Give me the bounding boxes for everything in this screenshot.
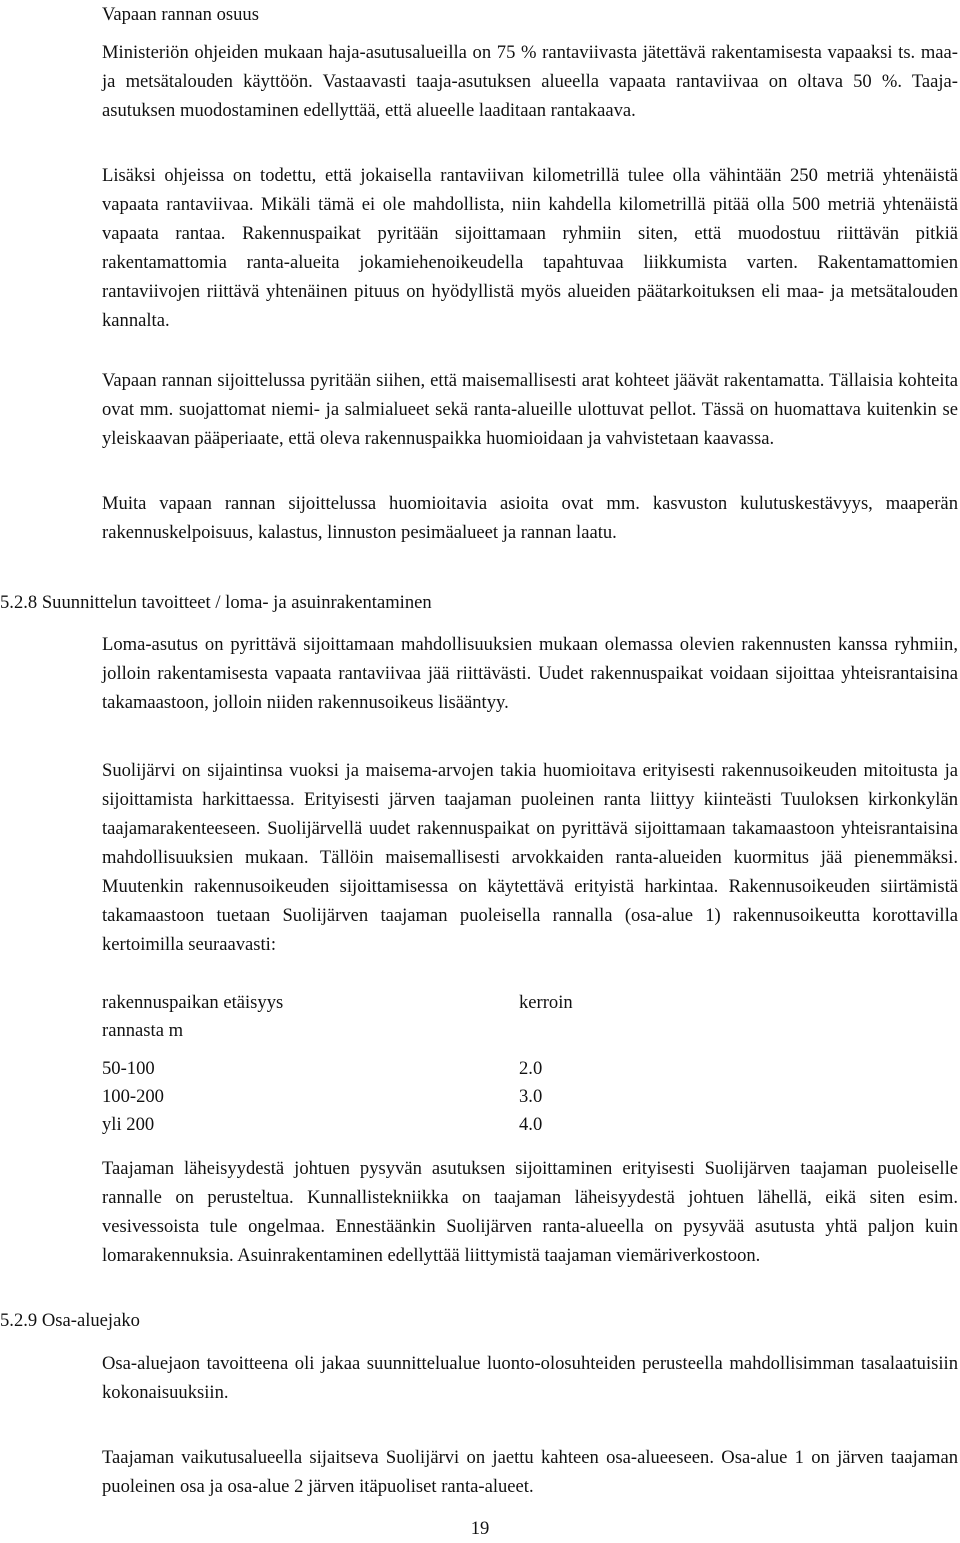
table-row: 100-200 3.0 xyxy=(102,1086,543,1107)
section-heading-5-2-9: 5.2.9 Osa-aluejako xyxy=(0,1310,140,1331)
table-header-row xyxy=(102,1016,602,1044)
paragraph: Osa-aluejaon tavoitteena oli jakaa suunnittelualue luonto-olosuhteiden perusteella mahdollisimman tasalaatuisiin kokonaisuuksiin. xyxy=(102,1353,958,1403)
coefficient-table xyxy=(102,988,602,1138)
paragraph: Ministeriön ohjeiden mukaan haja-asutusalueilla on 75 % rantaviivasta jätettävä rakentamisesta vapaaksi ts. maa- ja metsätalouden käyttöön. Vastaavasti taaja-asutuksen alueella vapaata rantaviivaa on oltava 50 %. Taaja-asutuksen muodostaminen edellyttää, että alueelle laaditaan rantakaava. xyxy=(102,42,958,121)
paragraph: Suolijärvi on sijaintinsa vuoksi ja maisema-arvojen takia huomioitava erityisesti rakennusoikeuden mitoitusta ja sijoittamista harkittaessa. Erityisesti järven taajaman puoleinen ranta liittyy kiinteästi Tuuloksen kirkonkylän taajamarakenteeseen. Suolijärvellä uudet rakennuspaikat on pyrittävä sijoittamaan takamaastoon yhteisrantaisina mahdollisuuksien mukaan. Tällöin maisemallisesti arvokkaiden ranta-alueiden kuormitus jää pienemmäksi. Muutenkin rakennusoikeuden sijoittamisessa on käytettävä erityistä harkintaa. Rakennusoikeuden siirtämistä takamaastoon tuetaan Suolijärven taajaman puoleisella rannalla (osa-alue 1) rakennusoikeutta korottavilla kertoimilla seuraavasti: xyxy=(102,760,958,955)
table-row: 50-100 2.0 xyxy=(102,1058,543,1079)
paragraph: Vapaan rannan sijoittelussa pyritään siihen, että maisemallisesti arat kohteet jäävät rakentamatta. Tällaisia kohteita ovat mm. suojattomat niemi- ja salmialueet sekä ranta-alueille ulottuvat pellot. Tässä on huomattava kuitenkin se yleiskaavan pääperiaate, että oleva rakennuspaikka huomioidaan ja vahvistetaan kaavassa. xyxy=(102,370,958,449)
section-heading-5-2-8: 5.2.8 Suunnittelun tavoitteet / loma- ja asuinrakentaminen xyxy=(0,592,432,613)
paragraph: Lisäksi ohjeissa on todettu, että jokaisella rantaviivan kilometrillä tulee olla vähintään 250 metriä yhtenäistä vapaata rantaviivaa. Mikäli tämä ei ole mahdollista, niin kahdella kilometrillä pitää olla 500 metriä yhtenäistä vapaata rantaa. Rakennuspaikat pyritään sijoittamaan ryhmiin siten, että muodostuu riittävän pitkiä rakentamattomia ranta-alueita jokamiehenoikeudella tapahtuvaa liikkumista varten. Rakentamattomien rantaviivojen riittävä yhtenäinen pituus on hyödyllistä myös alueiden päätarkoituksen eli maa- ja metsätalouden kannalta. xyxy=(102,165,958,331)
page-number: 19 xyxy=(470,1518,490,1539)
subsection-heading-vapaa-ranta: Vapaan rannan osuus xyxy=(102,4,259,25)
paragraph: Muita vapaan rannan sijoittelussa huomioitavia asioita ovat mm. kasvuston kulutuskestävyys, maaperän rakennuskelpoisuus, kalastus, linnuston pesimäalueet ja rannan laatu. xyxy=(102,493,958,543)
paragraph: Taajaman läheisyydestä johtuen pysyvän asutuksen sijoittaminen erityisesti Suolijärven taajaman puoleiselle rannalle on perusteltua. Kunnallistekniikka on taajaman läheisyydestä johtuen lähellä, eikä siten esim. vesivessoista tule ongelmaa. Ennestäänkin Suolijärven ranta-alueella on pysyvää asutusta yhtä paljon kuin lomarakennuksia. Asuinrakentaminen edellyttää liittymistä taajaman viemäriverkostoon. xyxy=(102,1158,958,1266)
table-row: yli 200 4.0 xyxy=(102,1114,543,1135)
paragraph: Loma-asutus on pyrittävä sijoittamaan mahdollisuuksien mukaan olemassa olevien rakennusten kanssa ryhmiin, jolloin rakentamisesta vapaata rantaviivaa jää riittävästi. Uudet rakennuspaikat voidaan sijoittaa yhteisrantaisina takamaastoon, jolloin niiden rakennusoikeus lisääntyy. xyxy=(102,634,958,713)
column-header-distance-unit: rannasta m xyxy=(102,1020,184,1041)
column-header-distance: rakennuspaikan etäisyys xyxy=(102,992,284,1013)
column-header-factor: kerroin xyxy=(519,992,573,1013)
paragraph: Taajaman vaikutusalueella sijaitseva Suolijärvi on jaettu kahteen osa-alueeseen. Osa-alue 1 on järven taajaman puoleinen osa ja osa-alue 2 järven itäpuoliset ranta-alueet. xyxy=(102,1447,958,1497)
table-header-row xyxy=(102,988,602,1016)
